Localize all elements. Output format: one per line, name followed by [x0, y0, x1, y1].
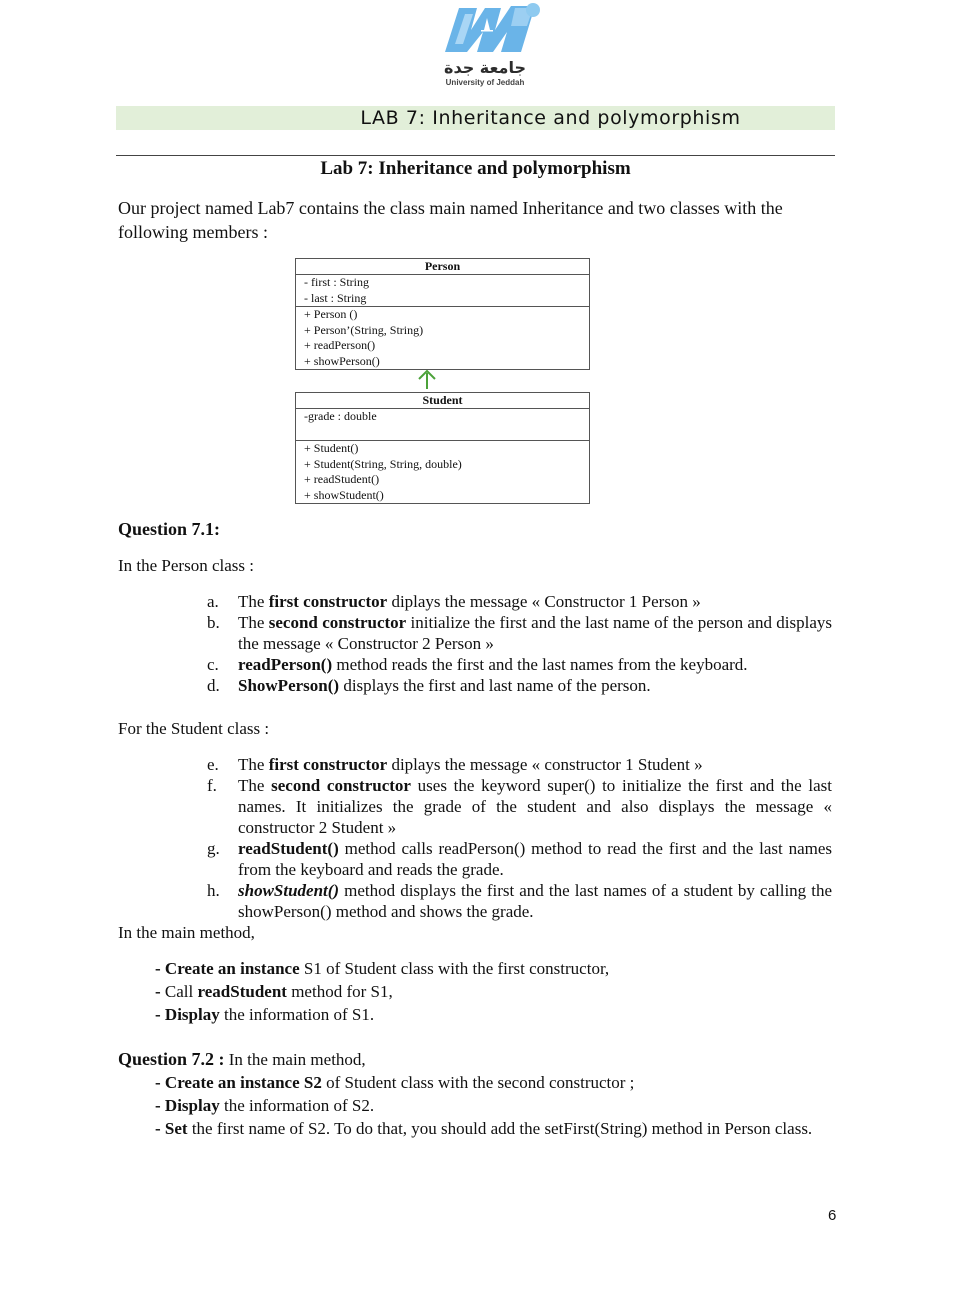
list-item: [155, 1071, 833, 1094]
item-label: a.: [207, 592, 219, 611]
question-7-2-title: Question 7.2 :: [118, 1049, 225, 1069]
item-text: diplays the message « Constructor 1 Person »: [387, 592, 701, 611]
page-number: 6: [828, 1207, 837, 1224]
student-items-list: [207, 754, 832, 922]
item-label: h.: [207, 881, 220, 900]
logo-arabic-name: جامعة جدة: [444, 58, 526, 77]
divider: [116, 155, 835, 156]
uml-method: + readPerson(): [304, 338, 376, 352]
item-text: The: [238, 613, 269, 632]
step-bold: - Create an instance S2: [155, 1073, 322, 1092]
item-text: method calls readPerson() method to read the first and the last names from the keyboard and reads the grade.: [238, 839, 832, 879]
uml-attribute: - last : String: [304, 290, 367, 305]
inheritance-arrow-icon: [415, 367, 439, 391]
list-item: [155, 1117, 833, 1140]
item-text: diplays the message « constructor 1 Student »: [387, 755, 703, 774]
step-dash: -: [155, 982, 165, 1001]
banner-title: LAB 7: Inheritance and polymorphism: [360, 107, 741, 129]
item-label: e.: [207, 755, 219, 774]
uml-attributes: [296, 409, 589, 440]
list-item: [155, 1003, 833, 1026]
item-text: initialize the first and the last name of the person and displays the message « Constructor 2 Person »: [238, 613, 832, 653]
uml-method: + readStudent(): [304, 472, 380, 486]
item-label: f.: [207, 776, 217, 795]
uml-class-name: Person: [296, 259, 589, 275]
step-bold: - Set: [155, 1119, 188, 1138]
uml-method: + showStudent(): [304, 487, 384, 502]
step-text: the first name of S2. To do that, you should add the setFirst(String) method in Person class.: [187, 1119, 813, 1138]
uml-methods: [296, 306, 589, 369]
step-text: S1 of Student class with the first constructor,: [299, 959, 610, 978]
uml-method: + Person (): [304, 307, 358, 321]
item-text: displays the first and last name of the person.: [339, 676, 651, 695]
person-items-list: [207, 591, 832, 696]
step-text: Call: [164, 982, 198, 1001]
logo-english-name: University of Jeddah: [445, 78, 525, 87]
main-steps-list: [155, 957, 833, 1026]
list-item: [207, 775, 832, 838]
item-label: b.: [207, 613, 220, 632]
uml-methods: [296, 440, 589, 503]
item-text: The: [238, 592, 269, 611]
intro-paragraph: Our project named Lab7 contains the class main named Inheritance and two classes with the following members :: [118, 198, 783, 242]
list-item: [155, 980, 833, 1003]
item-label: g.: [207, 839, 220, 858]
list-item: [155, 1094, 833, 1117]
item-bold-italic: showStudent(): [238, 881, 340, 900]
step-text: the information of S1.: [219, 1005, 375, 1024]
uml-method: + Student(): [304, 441, 359, 455]
uml-attributes: [296, 275, 589, 306]
main-method-intro: In the main method,: [118, 923, 255, 942]
document-title: Lab 7: Inheritance and polymorphism: [320, 158, 631, 179]
step-bold: readStudent: [197, 982, 287, 1001]
item-label: c.: [207, 655, 219, 674]
item-text: method displays the first and the last names of a student by calling the showPerson() method and shows the grade.: [238, 881, 832, 921]
item-text: The: [238, 755, 269, 774]
list-item: [207, 880, 832, 922]
uml-attribute: - first : String: [304, 275, 369, 289]
question-7-2-title-rest: In the main method,: [224, 1050, 366, 1069]
item-text: method reads the first and the last names from the keyboard.: [332, 655, 748, 674]
item-bold: readStudent(): [238, 839, 339, 858]
step-bold: - Display: [155, 1096, 220, 1115]
list-item: [207, 591, 832, 612]
step-bold: - Display: [155, 1005, 220, 1024]
question-7-2-steps: [155, 1071, 833, 1140]
step-bold: - Create an instance: [155, 959, 300, 978]
item-bold: second constructor: [268, 613, 407, 632]
question-7-2-heading: [118, 1049, 834, 1070]
list-item: [207, 654, 832, 675]
step-text: method for S1,: [286, 982, 393, 1001]
item-text: uses the keyword super() to initialize the first and the last names. It initializes the grade of the student and also displays the message « constructor 2 Student »: [238, 776, 832, 837]
list-item: [207, 838, 832, 880]
list-item: [207, 754, 832, 775]
step-text: of Student class with the second constructor ;: [321, 1073, 635, 1092]
person-class-intro: In the Person class :: [118, 556, 254, 575]
uml-person-class: [295, 258, 590, 370]
university-logo-icon: [437, 0, 547, 56]
item-bold: readPerson(): [238, 655, 333, 674]
list-item: [155, 957, 833, 980]
list-item: [207, 675, 832, 696]
uml-class-name: Student: [296, 393, 589, 409]
item-text: The: [238, 776, 272, 795]
student-class-intro: For the Student class :: [118, 719, 270, 738]
uml-attribute: -grade : double: [304, 409, 377, 423]
step-text: the information of S2.: [219, 1096, 375, 1115]
question-7-1-title: Question 7.1:: [118, 519, 221, 539]
item-label: d.: [207, 676, 220, 695]
item-bold: first constructor: [268, 592, 388, 611]
uml-method: + showPerson(): [304, 353, 380, 368]
uml-student-class: [295, 392, 590, 504]
uml-method: + Student(String, String, double): [304, 456, 462, 471]
item-bold: second constructor: [271, 776, 411, 795]
item-bold: ShowPerson(): [238, 676, 340, 695]
uml-method: + Person’(String, String): [304, 322, 424, 337]
item-bold: first constructor: [268, 755, 388, 774]
list-item: [207, 612, 832, 654]
